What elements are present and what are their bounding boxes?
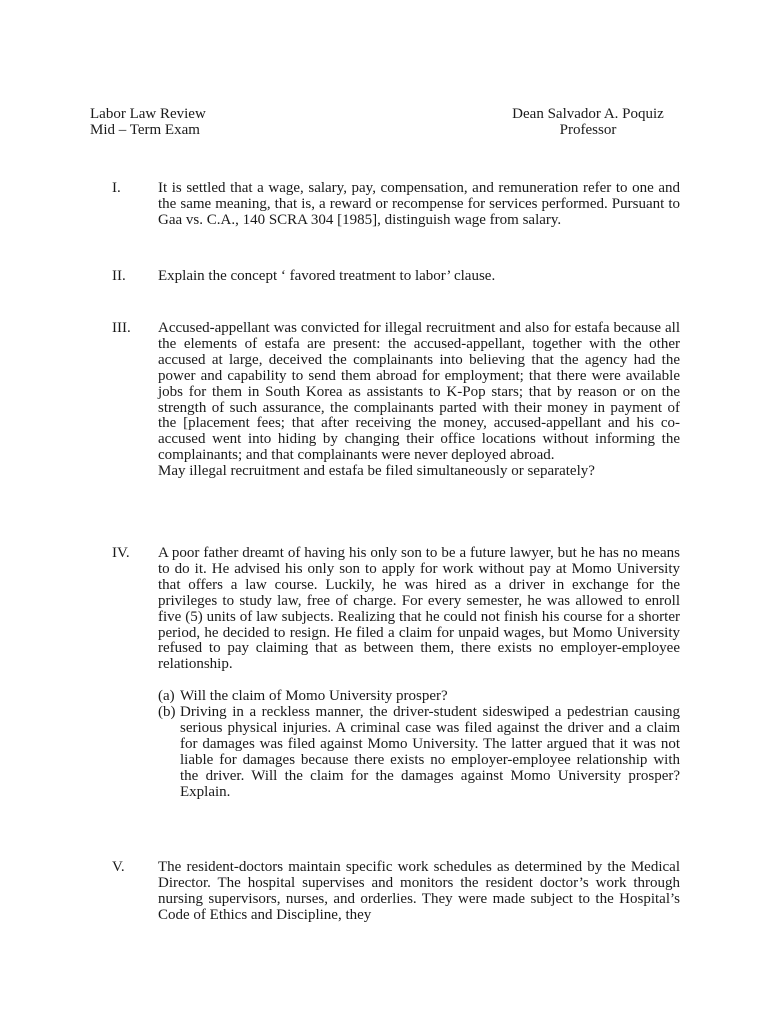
professor-title: Professor — [559, 122, 617, 138]
question-number: III. — [112, 320, 131, 336]
question-text — [158, 269, 680, 285]
sub-question-label: (b) — [158, 704, 176, 721]
question-paragraph: Accused-appellant was convicted for illegal recruitment and also for estafa because all the elements of estafa are present: the accused-appellant, together with the other accused at large, deceived the complainants into believing that the agency had the power and capability to send them abroad for employment; that there were available jobs for them in South Korea as assistants to K-Pop stars; that by reason or on the strength of such assurance, the complainants parted with their money in payment of the [placement fees; that after receiving the money, accused-appellant and his co-accused went into hiding by changing their office locations without informing the complainants; and that complainants were never deployed abroad. — [158, 320, 680, 464]
exam-title: Mid – Term Exam — [90, 122, 200, 138]
question-text — [158, 546, 680, 801]
sub-question-label: (a) — [158, 688, 175, 705]
sub-question-text: Will the claim of Momo University prosper? — [180, 688, 448, 705]
question-text — [158, 321, 680, 480]
question-text — [158, 181, 680, 229]
question-paragraph: It is settled that a wage, salary, pay, compensation, and remuneration refer to one and the same meaning, that is, a reward or recompense for services performed. Pursuant to Gaa vs. C.A., 140 SCRA 304 [1985], distinguish wage from salary. — [158, 180, 680, 228]
course-title: Labor Law Review — [90, 106, 206, 122]
question-prompt: May illegal recruitment and estafa be filed simultaneously or separately? — [158, 463, 595, 480]
question-paragraph: A poor father dreamt of having his only son to be a future lawyer, but he has no means to do it. He advised his only son to apply for work without pay at Momo University that offers a law course. Luckily, he was hired as a driver in exchange for the privileges to study law, free of charge. For every semester, he was allowed to enroll five (5) units of law subjects. Realizing that he could not finish his course for a shorter period, he decided to resign. He filed a claim for unpaid wages, but Momo University refused to pay claiming that as between them, there exists no employer-employee relationship. — [158, 545, 680, 673]
question-number: II. — [112, 268, 126, 284]
question-number: V. — [112, 859, 125, 875]
header-left — [90, 106, 206, 138]
question-text — [158, 860, 680, 924]
question-paragraph: Explain the concept ‘ favored treatment to labor’ clause. — [158, 268, 496, 284]
header-right — [470, 106, 706, 138]
question-number: I. — [112, 180, 121, 196]
sub-question-a — [158, 689, 680, 705]
question-paragraph: The resident-doctors maintain specific work schedules as determined by the Medical Director. The hospital supervises and monitors the resident doctor’s work through nursing supervisors, nurses, and orderlies. They were made subject to the Hospital’s Code of Ethics and Discipline, they — [158, 859, 680, 923]
professor-name: Dean Salvador A. Poquiz — [512, 106, 664, 122]
sub-question-text: Driving in a reckless manner, the driver-student sideswiped a pedestrian causing serious physical injuries. A criminal case was filed against the driver and a claim for damages was filed against Momo University. The latter argued that it was not liable for damages because there exists no employer-employee relationship with the driver. Will the claim for the damages against Momo University prosper? Explain. — [180, 704, 680, 800]
sub-question-b — [158, 705, 680, 800]
question-number: IV. — [112, 545, 130, 561]
